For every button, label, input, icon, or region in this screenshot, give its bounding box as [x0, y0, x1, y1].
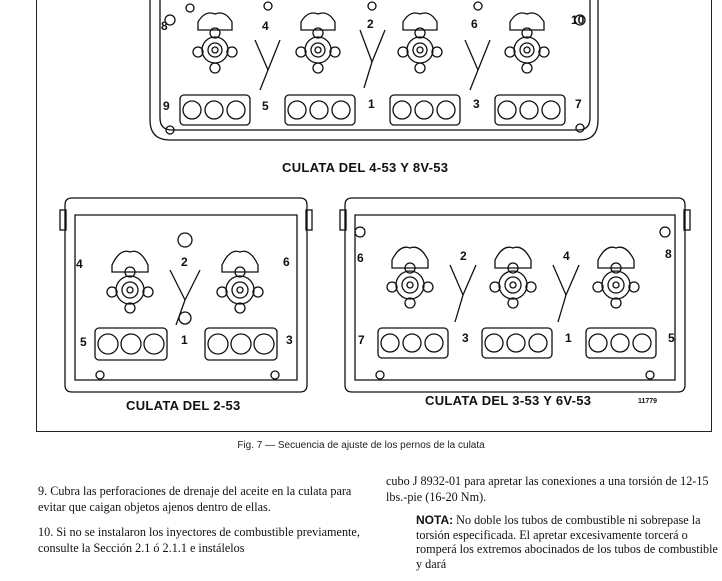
nota-block: [386, 513, 718, 571]
nota-body: No doble los tubos de combustible ni sobrepase la torsión especificada. El apretar excesivamente torcerá o romperá los extremos abocinados de los tubos de combustible y dará: [416, 513, 718, 571]
left-cylinder-head: [60, 198, 312, 392]
bolt-number: 6: [357, 251, 364, 265]
bolt-number: 5: [262, 99, 269, 113]
bolt-number: 4: [563, 249, 570, 263]
bolt-number: 8: [161, 19, 168, 33]
left-text-column: [38, 484, 360, 566]
figure-ref-number: 11779: [638, 398, 658, 405]
bolt-number: 1: [565, 331, 572, 345]
bolt-number: 5: [668, 331, 675, 345]
bolt-number: 3: [462, 331, 469, 345]
bolt-number: 10: [571, 13, 585, 27]
right-cylinder-head: [340, 198, 690, 392]
bolt-number: 3: [473, 97, 480, 111]
figure-caption: Fig. 7 — Secuencia de ajuste de los pernos de la culata: [237, 440, 485, 451]
bolt-number: 2: [181, 255, 188, 269]
right-head-label: CULATA DEL 3-53 Y 6V-53: [425, 393, 592, 408]
bolt-number: 9: [163, 99, 170, 113]
continued-paragraph: cubo J 8932-01 para apretar las conexiones a una torsión de 12-15 lbs.-pie (16-20 Nm).: [386, 474, 709, 504]
nota-label: NOTA:: [416, 513, 454, 527]
step-9-paragraph: 9. Cubra las perforaciones de drenaje del aceite en la culata para evitar que caigan objetos ajenos dentro de ellas.: [38, 484, 352, 514]
bolt-number: 1: [368, 97, 375, 111]
step-10-paragraph: 10. Si no se instalaron los inyectores de combustible previamente, consulte la Sección 2.1 ó 2.1.1 e instálelos: [38, 525, 360, 555]
bolt-number: 6: [471, 17, 478, 31]
bolt-number: 6: [283, 255, 290, 269]
bolt-number: 7: [575, 97, 582, 111]
bolt-number: 7: [358, 333, 365, 347]
left-head-label: CULATA DEL 2-53: [126, 398, 241, 413]
bolt-number: 2: [367, 17, 374, 31]
top-head-label: CULATA DEL 4-53 Y 8V-53: [282, 160, 449, 175]
bolt-number: 4: [76, 257, 83, 271]
right-text-column: [386, 474, 718, 581]
bolt-number: 1: [181, 333, 188, 347]
bolt-number: 5: [80, 335, 87, 349]
bolt-number: 4: [262, 19, 269, 33]
bolt-number: 2: [460, 249, 467, 263]
top-cylinder-head: [150, 0, 598, 140]
bolt-number: 8: [665, 247, 672, 261]
bolt-number: 3: [286, 333, 293, 347]
